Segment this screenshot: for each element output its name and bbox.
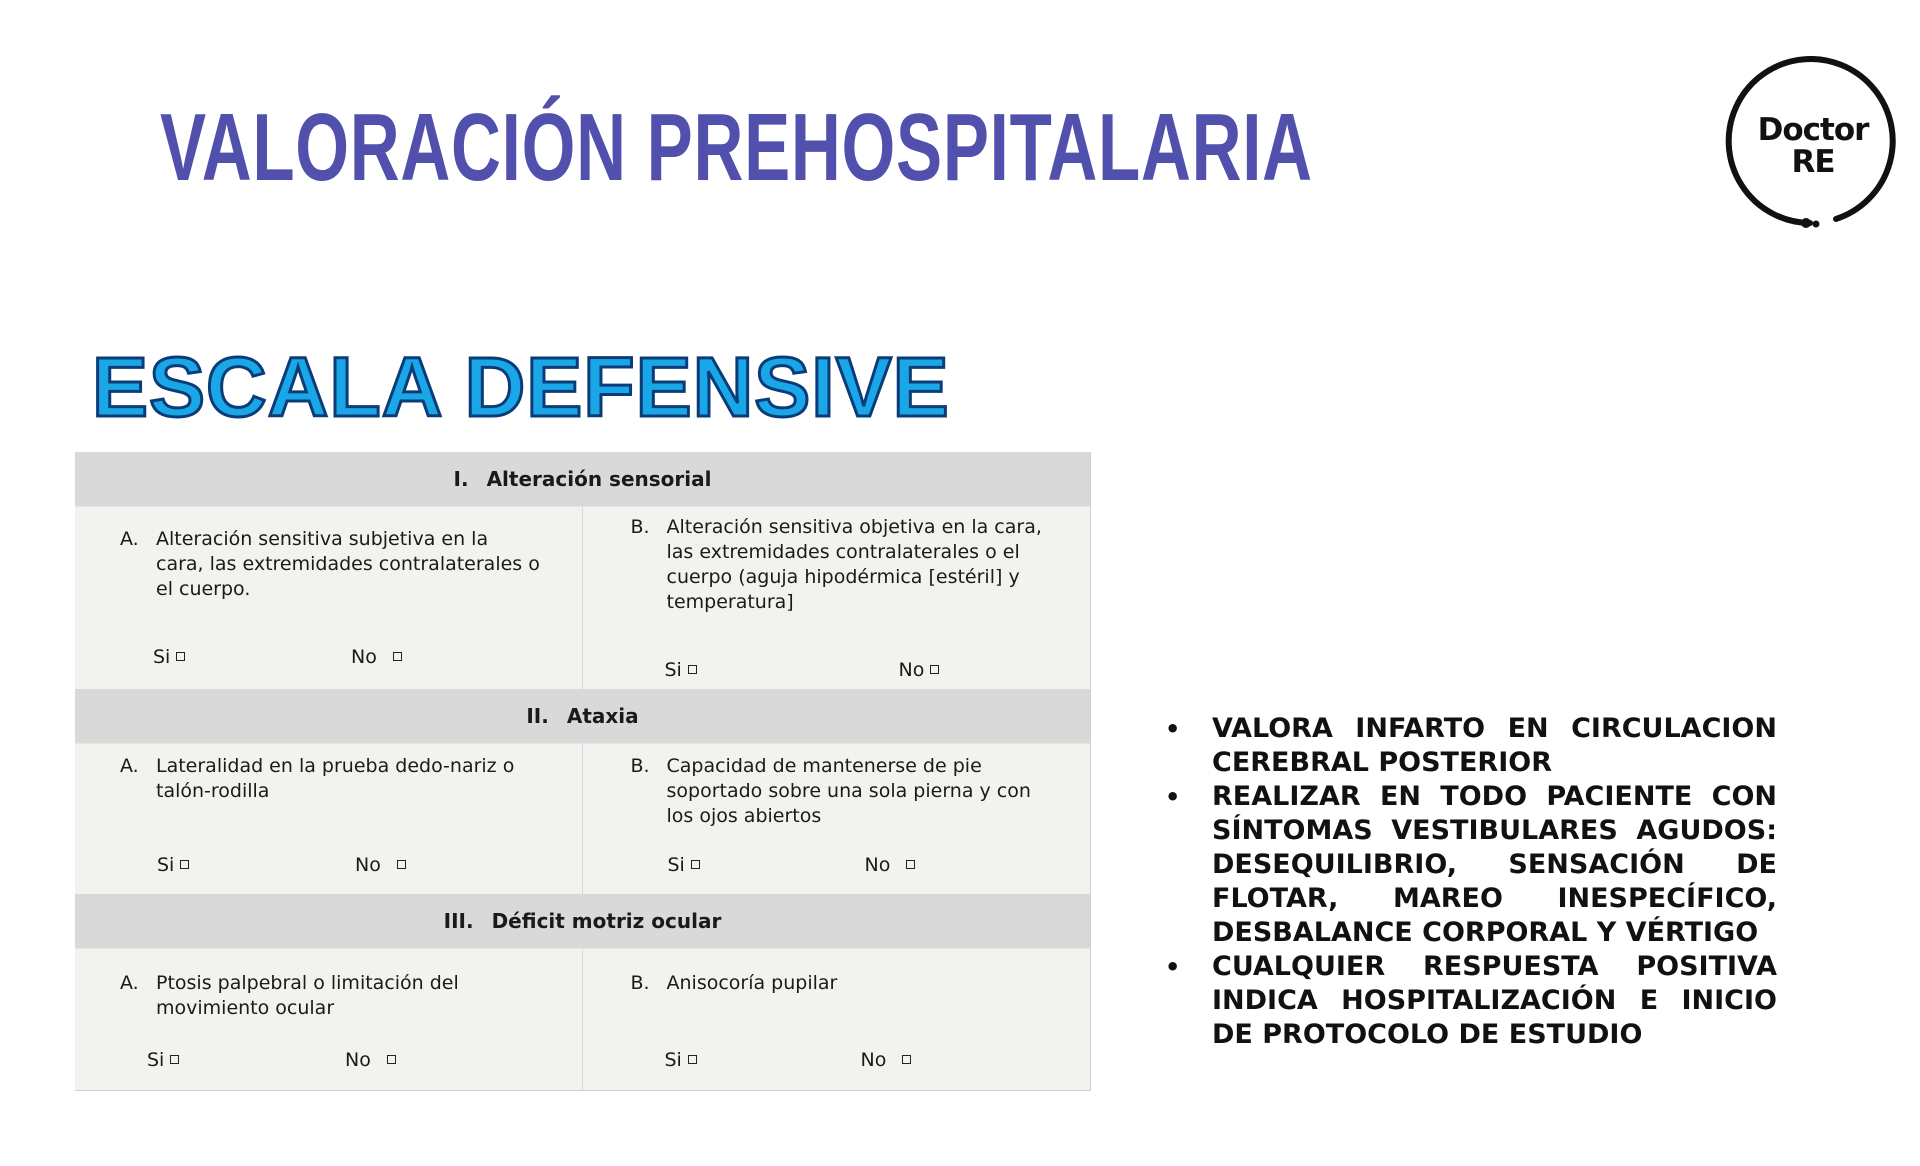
doctor-re-logo	[1724, 56, 1902, 234]
no-checkbox-3a[interactable]: No	[345, 1049, 396, 1071]
item-letter: A.	[120, 755, 139, 777]
notes-list	[1165, 712, 1777, 1052]
section-number: II.	[526, 704, 549, 728]
checkbox-icon	[397, 860, 406, 869]
note-item: • CUALQUIER RESPUESTA POSITIVA INDICA HOSPITALIZACIÓN E INICIO DE PROTOCOLO DE ESTUDIO	[1165, 950, 1777, 1052]
section-body-ataxia	[75, 744, 1090, 894]
no-checkbox-2a[interactable]: No	[355, 854, 406, 876]
checkbox-icon	[688, 665, 697, 674]
no-checkbox-2b[interactable]: No	[865, 854, 916, 876]
item-text: Alteración sensitiva objetiva en la cara, las extremidades contralaterales o el cuerpo (aguja hipodérmica [estéril] y temperatura]	[666, 516, 1042, 613]
item-cell-3a	[75, 949, 583, 1090]
item-cell-2b	[583, 744, 1091, 894]
item-text: Lateralidad en la prueba dedo-nariz o talón-rodilla	[156, 755, 515, 802]
yes-checkbox-3a[interactable]: Si	[147, 1049, 179, 1071]
checkbox-icon	[691, 860, 700, 869]
section-title: Ataxia	[566, 704, 639, 728]
item-cell-3b	[583, 949, 1091, 1090]
item-letter: B.	[630, 972, 650, 994]
section-title: Déficit motriz ocular	[491, 909, 722, 933]
yes-checkbox-2b[interactable]: Si	[668, 854, 700, 876]
no-checkbox-1b[interactable]: No	[899, 659, 940, 681]
item-cell-2a	[75, 744, 583, 894]
item-letter: B.	[630, 755, 650, 777]
section-header-sensorial	[75, 452, 1090, 507]
yes-checkbox-1b[interactable]: Si	[665, 659, 697, 681]
section-number: I.	[453, 467, 469, 491]
item-text: Anisocoría pupilar	[666, 972, 838, 994]
item-text: Alteración sensitiva subjetiva en la cara, las extremidades contralaterales o el cuerpo.	[156, 528, 540, 600]
no-checkbox-3b[interactable]: No	[861, 1049, 912, 1071]
item-letter: A.	[120, 972, 139, 994]
item-cell-1b	[583, 507, 1091, 689]
item-text: Ptosis palpebral o limitación del movimiento ocular	[156, 972, 459, 1019]
section-header-ataxia	[75, 689, 1090, 744]
section-body-motriz-ocular	[75, 949, 1090, 1090]
yes-checkbox-3b[interactable]: Si	[665, 1049, 697, 1071]
item-letter: B.	[630, 516, 650, 538]
yes-checkbox-1a[interactable]: Si	[153, 646, 185, 668]
checkbox-icon	[180, 860, 189, 869]
defensive-scale-table	[75, 452, 1091, 1091]
yes-checkbox-2a[interactable]: Si	[157, 854, 189, 876]
item-letter: A.	[120, 528, 139, 550]
checkbox-icon	[170, 1055, 179, 1064]
scale-title: ESCALA DEFENSIVE	[92, 340, 950, 434]
note-item: • VALORA INFARTO EN CIRCULACION CEREBRAL POSTERIOR	[1165, 712, 1777, 780]
checkbox-icon	[393, 652, 402, 661]
section-number: III.	[443, 909, 474, 933]
section-body-sensorial	[75, 507, 1090, 689]
logo-text-line2: RE	[1791, 144, 1835, 180]
item-text: Capacidad de mantenerse de pie soportado sobre una sola pierna y con los ojos abiertos	[666, 755, 1031, 827]
section-title: Alteración sensorial	[486, 467, 712, 491]
checkbox-icon	[176, 652, 185, 661]
no-checkbox-1a[interactable]: No	[351, 646, 402, 668]
page-title: VALORACIÓN PREHOSPITALARIA	[160, 94, 1313, 201]
note-item: • REALIZAR EN TODO PACIENTE CON SÍNTOMAS VESTIBULARES AGUDOS: DESEQUILIBRIO, SENSACIÓN DE FLOTAR, MAREO INESPECÍFICO, DESBALANCE CORPORAL Y VÉRTIGO	[1165, 780, 1777, 950]
section-header-motriz-ocular	[75, 894, 1090, 949]
item-cell-1a	[75, 507, 583, 689]
checkbox-icon	[930, 665, 939, 674]
checkbox-icon	[902, 1055, 911, 1064]
checkbox-icon	[688, 1055, 697, 1064]
checkbox-icon	[387, 1055, 396, 1064]
checkbox-icon	[906, 860, 915, 869]
logo-text-line1: Doctor	[1757, 112, 1869, 148]
